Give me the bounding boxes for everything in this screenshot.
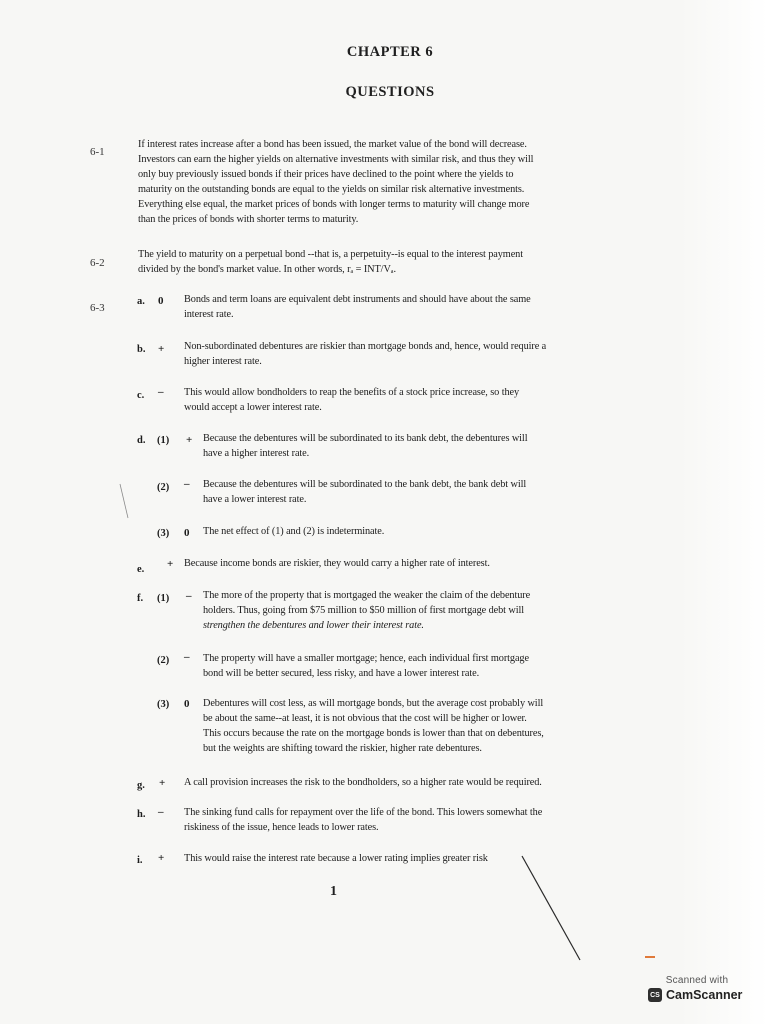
text-line: The sinking fund calls for repayment over the life of the bond. This lowers somewhat the — [184, 807, 543, 818]
text-line: Because income bonds are riskier, they would carry a higher rate of interest. — [184, 558, 490, 569]
item-sign-d1: + — [186, 434, 193, 446]
item-sub-f2: (2) — [157, 655, 170, 666]
item-text-b — [184, 339, 594, 369]
text-line: maturity on the outstanding bonds are equal to the yields on similar risk alternative investments. — [138, 184, 525, 195]
item-text-d1 — [203, 431, 595, 461]
item-sign-f2: – — [184, 651, 190, 663]
text-line: This occurs because the rate on the mortgage bonds is lower than that on debentures, — [203, 728, 544, 739]
text-line: riskiness of the issue, hence leads to lower rates. — [184, 822, 379, 833]
item-label-b: b. — [137, 344, 146, 355]
item-label-h: h. — [137, 809, 146, 820]
text-line: Non-subordinated debentures are riskier than mortgage bonds and, hence, would require a — [184, 341, 547, 352]
item-sub-f1: (1) — [157, 593, 170, 604]
item-label-e: e. — [137, 564, 145, 575]
item-sub-d3: (3) — [157, 528, 170, 539]
item-sign-f3: 0 — [184, 698, 190, 710]
text-line: Debentures will cost less, as will mortgage bonds, but the average cost probably will — [203, 698, 544, 709]
item-text-d3 — [203, 524, 595, 539]
text-line: strengthen the debentures and lower their interest rate. — [203, 620, 424, 631]
item-text-g — [184, 775, 594, 790]
text-line: This would raise the interest rate because a lower rating implies greater risk — [184, 853, 488, 864]
text-line: divided by the bond's market value. In other words, rₐ = INT/Vₐ. — [138, 264, 396, 275]
section-title: QUESTIONS — [345, 84, 435, 100]
camscanner-logo-icon: CS — [648, 988, 662, 1002]
item-label-f: f. — [137, 593, 144, 604]
item-text-h — [184, 805, 594, 835]
item-sign-c: – — [158, 386, 164, 398]
answer-6-1 — [138, 137, 598, 227]
text-line: holders. Thus, going from $75 million to $50 million of first mortgage debt will — [203, 605, 524, 616]
question-number-6-2: 6-2 — [90, 257, 105, 269]
item-sub-d1: (1) — [157, 435, 170, 446]
scanner-caption: Scanned with — [665, 975, 729, 986]
text-line: but the weights are shifting toward the riskier, higher rate debentures. — [203, 743, 482, 754]
item-sign-a: 0 — [158, 295, 164, 307]
text-line: have a higher interest rate. — [203, 448, 310, 459]
answer-6-2 — [138, 247, 598, 277]
text-line: than the prices of bonds with shorter terms to maturity. — [138, 214, 359, 225]
text-line: Because the debentures will be subordinated to its bank debt, the debentures will — [203, 433, 528, 444]
item-text-f2 — [203, 651, 595, 681]
text-line: Bonds and term loans are equivalent debt instruments and should have about the same — [184, 294, 531, 305]
item-text-f1 — [203, 588, 595, 633]
text-line: This would allow bondholders to reap the benefits of a stock price increase, so they — [184, 387, 520, 398]
item-text-i — [184, 851, 594, 866]
scanner-brand-row — [642, 988, 752, 1002]
text-line: A call provision increases the risk to the bondholders, so a higher rate would be required. — [184, 777, 542, 788]
text-line: Because the debentures will be subordinated to the bank debt, the bank debt will — [203, 479, 527, 490]
text-line: be about the same--at least, it is not obvious that the cost will be higher or lower. — [203, 713, 527, 724]
item-sign-e: + — [167, 558, 174, 570]
item-sign-i: + — [158, 852, 165, 864]
text-line: If interest rates increase after a bond has been issued, the market value of the bond will decrease. — [138, 139, 527, 150]
item-label-i: i. — [137, 855, 143, 866]
item-text-a — [184, 292, 594, 322]
text-line: Everything else equal, the market prices of bonds with longer terms to maturity will change more — [138, 199, 530, 210]
scanner-brand: CamScanner — [666, 988, 743, 1002]
text-line: bond will be better secured, less risky, and have a lower interest rate. — [203, 668, 480, 679]
item-sub-f3: (3) — [157, 699, 170, 710]
text-line: The yield to maturity on a perpetual bond --that is, a perpetuity--is equal to the interest payment — [138, 249, 523, 260]
text-line: The property will have a smaller mortgage; hence, each individual first mortgage — [203, 653, 529, 664]
item-label-g: g. — [137, 780, 145, 791]
text-line: interest rate. — [184, 309, 234, 320]
page-edge — [680, 0, 768, 1024]
item-sub-d2: (2) — [157, 482, 170, 493]
text-line: The net effect of (1) and (2) is indeterminate. — [203, 526, 385, 537]
item-label-c: c. — [137, 390, 145, 401]
text-line: higher interest rate. — [184, 356, 262, 367]
item-sign-f1: – — [186, 590, 192, 602]
question-number-6-1: 6-1 — [90, 146, 105, 158]
question-number-6-3: 6-3 — [90, 302, 105, 314]
page-number: 1 — [330, 884, 337, 899]
item-text-d2 — [203, 477, 595, 507]
item-label-a: a. — [137, 296, 145, 307]
item-label-d: d. — [137, 435, 146, 446]
item-sign-b: + — [158, 343, 165, 355]
text-line: would accept a lower interest rate. — [184, 402, 322, 413]
text-line: The more of the property that is mortgaged the weaker the claim of the debenture — [203, 590, 531, 601]
scanner-watermark — [642, 975, 752, 1015]
item-text-f3 — [203, 696, 595, 756]
item-sign-d2: – — [184, 478, 190, 490]
chapter-title: CHAPTER 6 — [346, 44, 434, 60]
item-sign-g: + — [159, 777, 166, 789]
red-mark — [645, 956, 655, 958]
item-sign-h: – — [158, 806, 164, 818]
item-text-c — [184, 385, 594, 415]
item-text-e — [184, 556, 594, 571]
text-line: have a lower interest rate. — [203, 494, 307, 505]
text-line: Investors can earn the higher yields on alternative investments with similar risk, and thus they will — [138, 154, 534, 165]
text-line: only buy previously issued bonds if their prices have declined to the point where the yields to — [138, 169, 514, 180]
item-sign-d3: 0 — [184, 527, 190, 539]
